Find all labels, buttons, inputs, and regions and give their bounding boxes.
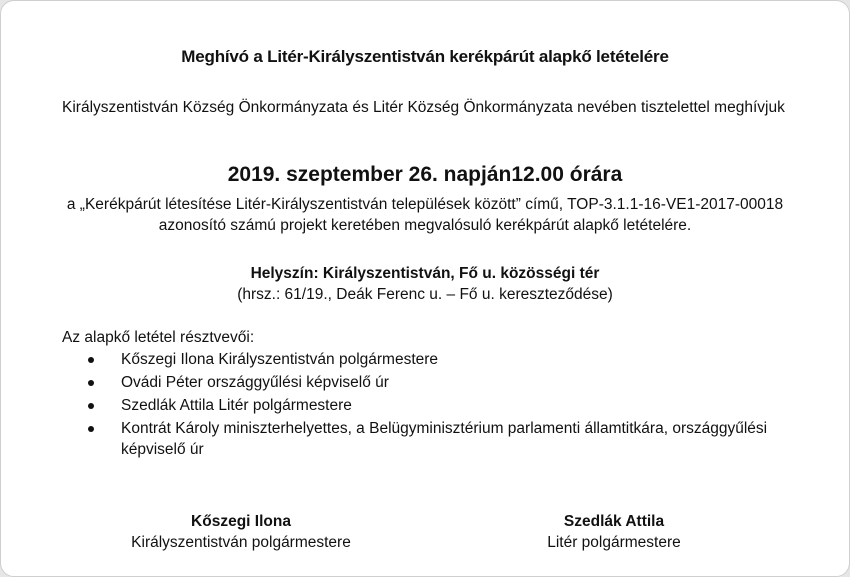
participant-text: Kontrát Károly miniszterhelyettes, a Belügyminisztérium parlamenti államtitkára, országgyűlési képviselő úr xyxy=(121,420,768,458)
signature-name: Kőszegi Ilona xyxy=(191,513,291,530)
signature-left xyxy=(111,511,371,553)
participants-heading: Az alapkő letétel résztvevői: xyxy=(62,329,255,346)
list-item xyxy=(62,418,802,460)
list-item xyxy=(62,349,802,370)
location-subtitle: (hrsz.: 61/19., Deák Ferenc u. – Fő u. kereszteződése) xyxy=(237,286,613,303)
signature-role: Királyszentistván polgármestere xyxy=(131,534,351,551)
location-block xyxy=(1,263,849,305)
document-title: Meghívó a Litér-Királyszentistván kerékpárút alapkő letételére xyxy=(181,47,669,66)
bullet-icon xyxy=(88,426,94,432)
bullet-icon xyxy=(88,403,94,409)
signature-right xyxy=(499,511,729,553)
list-item xyxy=(62,395,802,416)
signature-role: Litér polgármestere xyxy=(547,534,681,551)
event-date: 2019. szeptember 26. napján12.00 órára xyxy=(227,163,623,186)
location-title: Helyszín: Királyszentistván, Fő u. közösségi tér xyxy=(250,265,600,282)
participant-text: Szedlák Attila Litér polgármestere xyxy=(121,397,352,414)
list-item xyxy=(62,372,802,393)
participant-text: Kőszegi Ilona Királyszentistván polgármestere xyxy=(121,351,439,368)
participant-text: Ovádi Péter országgyűlési képviselő úr xyxy=(121,374,389,391)
bullet-icon xyxy=(88,380,94,386)
signature-name: Szedlák Attila xyxy=(563,513,665,530)
project-description: a „Kerékpárút létesítése Litér-Királyszentistván települések között” című, TOP-3.1.1-16-VE1-2017-00018 azonosító számú projekt keretében megvalósuló kerékpárút alapkő letételére. xyxy=(66,196,784,234)
bullet-icon xyxy=(88,357,94,363)
intro-paragraph: Királyszentistván Község Önkormányzata és Litér Község Önkormányzata nevében tisztelettel meghívjuk xyxy=(62,99,785,116)
participants-list xyxy=(62,349,802,462)
